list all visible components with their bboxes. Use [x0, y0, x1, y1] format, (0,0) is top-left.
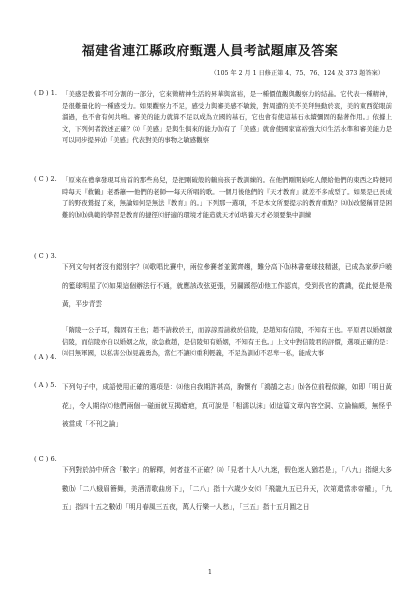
question-text: 下列文句何者沒有錯別字？⒜歌唱比賽中，兩位參賽者並駕齊趨，難分高下⒝林書豪球技精湛，已成為家夢戶曉的籃球明星了⒞如果這個辦法行不通，就應該改弦更張，另闢蹊徑⒟他工作認真，受到長官的賞識，從此便是飛黃，平步青雲 [62, 263, 392, 308]
question-answer-number: ( A ) 5. [34, 381, 57, 389]
question-answer-number: ( C ) 2. [34, 175, 57, 183]
question-answer-number: ( C ) 3. [34, 252, 57, 260]
question-answer-number: ( C ) 6. [34, 455, 57, 463]
question-text: 「美感是教養不可分割的一部分，它來徵精神生活的昇華與富裕，是一種價值觀與觀察力的結晶。它代表一種精神，是很難量化的一種感受力。如果觀察力不足，感受力與審美感不敏銳，對周遭的美不美拜無動於衷，美的東西從眼前溜過，也不會有何共鳴。審美的能力就算不足以成為立國的基石，它也會有使這基石永續彌固的黏著作用。」依據上文，下列何者敘述正確？⒜「美感」是與生俱來的能力⒝有了「美感」就會使國家富裕強大⒞生活水準和審美能力是可以同步提昇⒟「美感」代表對美的事物之敏感觀察 [62, 90, 392, 145]
question-text: 下列句子中，成語使用正確的選項是：⒜他自我期許甚高，胸懷有「鴻鵠之志」⒝各位前程似錦，如即「明日黃花」，令人期待⒞他們兩個一碰面就互揭瘡疤，真可說是「相濡以沫」⒟這篇文章內容空洞、立論偏頗，無怪乎被當成「不刊之論」 [62, 383, 392, 428]
question-text: 下列對於詩中所含「數字」的解釋，何者並不正確？⒜「見者十人八九迷，假色迷人猶若是」，「八九」指絕大多數⒝「二八蛾眉簪舞，美酒清歌曲房下」，「二八」指十六歲少女⒞「飛龍九五已升天，次第還當赤帝權」，「九五」指四十五之數⒟「明月春風三五夜，萬人行樂一人愁」，「三五」指十五月圓之日 [62, 466, 392, 511]
question-text: 「原來在禮拿發現耳鳥首的那些鳥兒，是把剛破殼的鶴鳥孩子教訓練的。在他們剛開始吃人餵給他們的東西之時便同時每天『救鶴』老番簫──他們的老師──每天所唱的歌。一個月後他們的『天才教育』就差不多成型了。如果是已長成了的野夜鶯捉了來，無論如何是無法『教育』的。」下列那一選項，不是本文所要提示的教育重點？⒜⒝改變稱冒是困難的⒝⒝典範的學習是教育的捷徑⒞舒適的環境才能造就天才⒟培養天才必須要集中訓練 [62, 176, 392, 219]
question-text: 「隋陵一公子耳，魏固有王也；趙不請救於王，而諄諄焉請救於信陵，是趙知有信陵，不知有王也。平原君以婚姻激信陵，而信陵亦自以婚姻之故，欲急救趙，是信陵知有婚姻，不知有王也。」上文中對信陵君的評價，選項正確的是：⒜目無軍國，以私害公⒝見義勇為，當仁不讓⒞重利輕義，不足為訓⒟不忍卑一私，能成大事 [62, 326, 392, 358]
document-title: 福建省連江縣政府甄選人員考試題庫及答案 [81, 44, 339, 59]
question-answer-number: ( A ) 4. [34, 353, 57, 361]
question-answer-number: ( D ) 1. [34, 89, 58, 97]
page-number: 1 [207, 568, 213, 576]
document-subtitle: （105 年 2 月 1 日修正第 4、75、76、124 及 373 題答案） [210, 70, 384, 77]
